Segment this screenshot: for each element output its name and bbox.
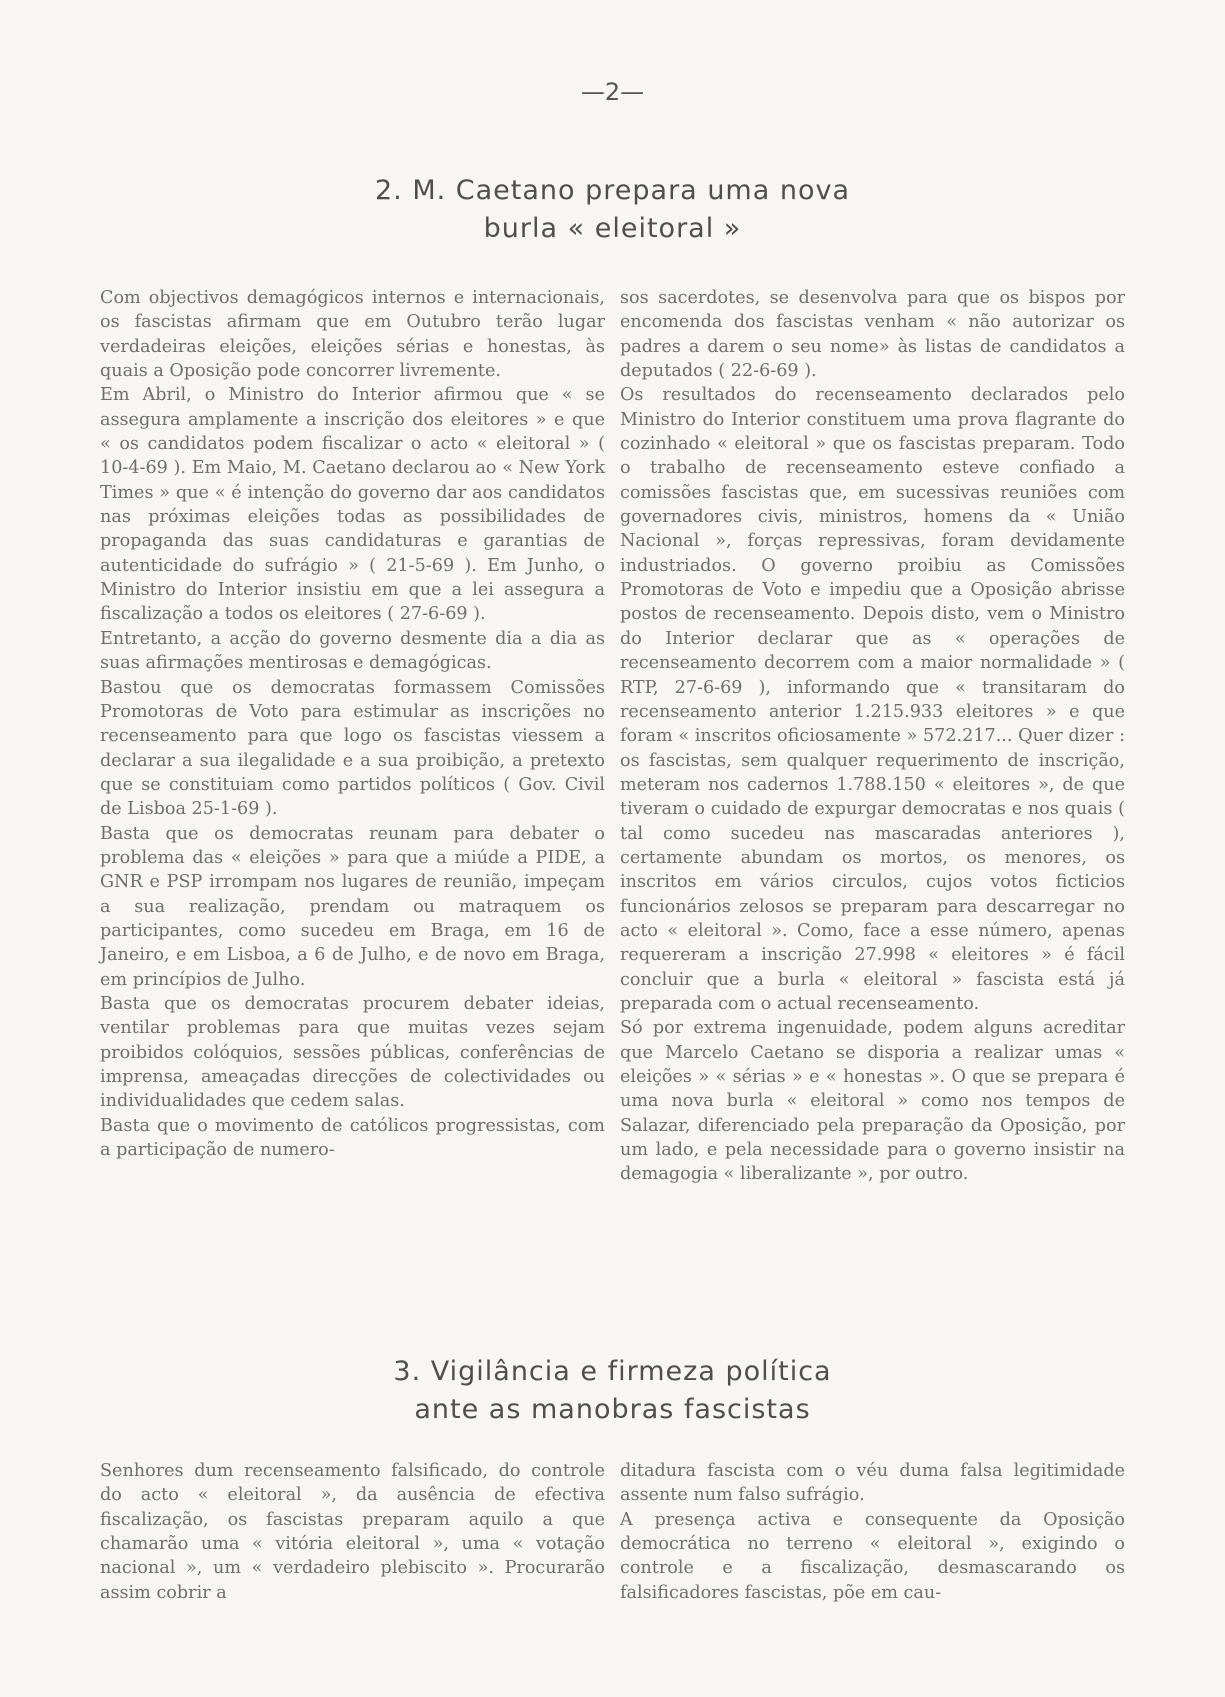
paragraph: sos sacerdotes, se desenvolva para que os bispos por encomenda dos fascistas venham « não autorizar os padres a darem o seu nome» às listas de candidatos a deputados ( 22-6-69 ). <box>620 288 1125 382</box>
paragraph: A presença activa e consequente da Oposição democrática no terreno « eleitoral », exigindo o controle e a fiscalização, desmascarando os falsificadores fascistas, põe em cau- <box>620 1509 1125 1603</box>
section-2-left-column <box>100 286 605 1162</box>
paragraph: Bastou que os democratas formassem Comissões Promotoras de Voto para estimular as inscrições no recenseamento para que logo os fascistas viessem a declarar a sua ilegalidade e a sua proibição, a pretexto que se constituiam como partidos políticos ( Gov. Civil de Lisboa 25-1-69 ). <box>100 677 605 820</box>
paragraph: Senhores dum recenseamento falsificado, do controle do acto « eleitoral », da ausência de efectiva fiscalização, os fascistas preparam aquilo a que chamarão uma « vitória eleitoral », uma « votação nacional », um « verdadeiro plebiscito ». Procurarão assim cobrir a <box>100 1461 605 1603</box>
section-3-title <box>0 1353 1225 1429</box>
section-2-right-column <box>620 286 1125 1187</box>
paragraph: Basta que os democratas procurem debater ideias, ventilar problemas para que muitas vezes sejam proibidos colóquios, sessões públicas, conferências de imprensa, ameaçadas direcções de colectividades ou individualidades que cedem salas. <box>100 993 605 1112</box>
paragraph: Os resultados do recenseamento declarados pelo Ministro do Interior constituem uma prova flagrante do cozinhado « eleitoral » que os fascistas preparam. Todo o trabalho de recenseamento esteve confiado a comissões fascistas que, em sucessivas reuniões com governadores civis, ministros, homens da « União Nacional », forças repressivas, foram devidamente industriados. O governo proibiu as Comissões Promotoras de Voto e impediu que a Oposição abrisse postos de recenseamento. Depois disto, vem o Ministro do Interior declarar que as « operações de recenseamento decorrem com a maior normalidade » ( RTP, 27-6-69 ), informando que « transitaram do recenseamento anterior 1.215.933 eleitores » e que foram « inscritos oficiosamente » 572.217... Quer dizer : os fascistas, sem qualquer requerimento de inscrição, meteram nos cadernos 1.788.150 « eleitores », de que tiveram o cuidado de expurgar democratas e nos quais ( tal como sucedeu nas mascaradas anteriores ), certamente abundam os mortos, os menores, os inscritos em vários circulos, cujos votos ficticios funcionários zelosos se preparam para descarregar no acto « eleitoral ». Como, face a esse número, apenas requereram a inscrição 27.998 « eleitores » é fácil concluir que a burla « eleitoral » fascista está já preparada com o actual recenseamento. <box>620 385 1125 1014</box>
section-3-title-line-2: ante as manobras fascistas <box>414 1394 811 1425</box>
section-3-title-line-1: 3. Vigilância e firmeza política <box>393 1356 832 1387</box>
paragraph: Com objectivos demagógicos internos e internacionais, os fascistas afirmam que em Outubro terão lugar verdadeiras eleições, eleições sérias e honestas, às quais a Oposição pode concorrer livremente. <box>100 288 605 382</box>
page-number: —2— <box>580 78 645 106</box>
paragraph: Entretanto, a acção do governo desmente dia a dia as suas afirmações mentirosas e demagógicas. <box>100 628 605 674</box>
paragraph: ditadura fascista com o véu duma falsa legitimidade assente num falso sufrágio. <box>620 1461 1125 1506</box>
paragraph: Em Abril, o Ministro do Interior afirmou que « se assegura amplamente a inscrição dos eleitores » e que « os candidatos podem fiscalizar o acto « eleitoral » ( 10-4-69 ). Em Maio, M. Caetano declarou ao « New York Times » que « é intenção do governo dar aos candidatos nas próximas eleições todas as possibilidades de propaganda das suas candidaturas e garantias de autenticidade do sufrágio » ( 21-5-69 ). Em Junho, o Ministro do Interior insistiu em que a lei assegura a fiscalização a todos os eleitores ( 27-6-69 ). <box>100 385 605 625</box>
section-2-title-line-2: burla « eleitoral » <box>483 213 742 244</box>
paragraph: Só por extrema ingenuidade, podem alguns acreditar que Marcelo Caetano se disporia a realizar umas « eleições » « sérias » e « honestas ». O que se prepara é uma nova burla « eleitoral » como nos tempos de Salazar, diferenciado pela preparação da Oposição, por um lado, e pela necessidade para o governo insistir na demagogia « liberalizante », por outro. <box>620 1018 1125 1185</box>
section-2-title <box>0 172 1225 248</box>
section-2-title-line-1: 2. M. Caetano prepara uma nova <box>374 175 851 206</box>
paragraph: Basta que o movimento de católicos progressistas, com a participação de numero- <box>100 1115 605 1161</box>
section-3-right-column <box>620 1459 1125 1605</box>
section-3-left-column <box>100 1459 605 1605</box>
paragraph: Basta que os democratas reunam para debater o problema das « eleições » para que a miúde a PIDE, a GNR e PSP irrompam nos lugares de reunião, impeçam a sua realização, prendam ou matraquem os participantes, como sucedeu em Braga, em 16 de Janeiro, e em Lisboa, a 6 de Julho, e de novo em Braga, em princípios de Julho. <box>100 823 605 990</box>
